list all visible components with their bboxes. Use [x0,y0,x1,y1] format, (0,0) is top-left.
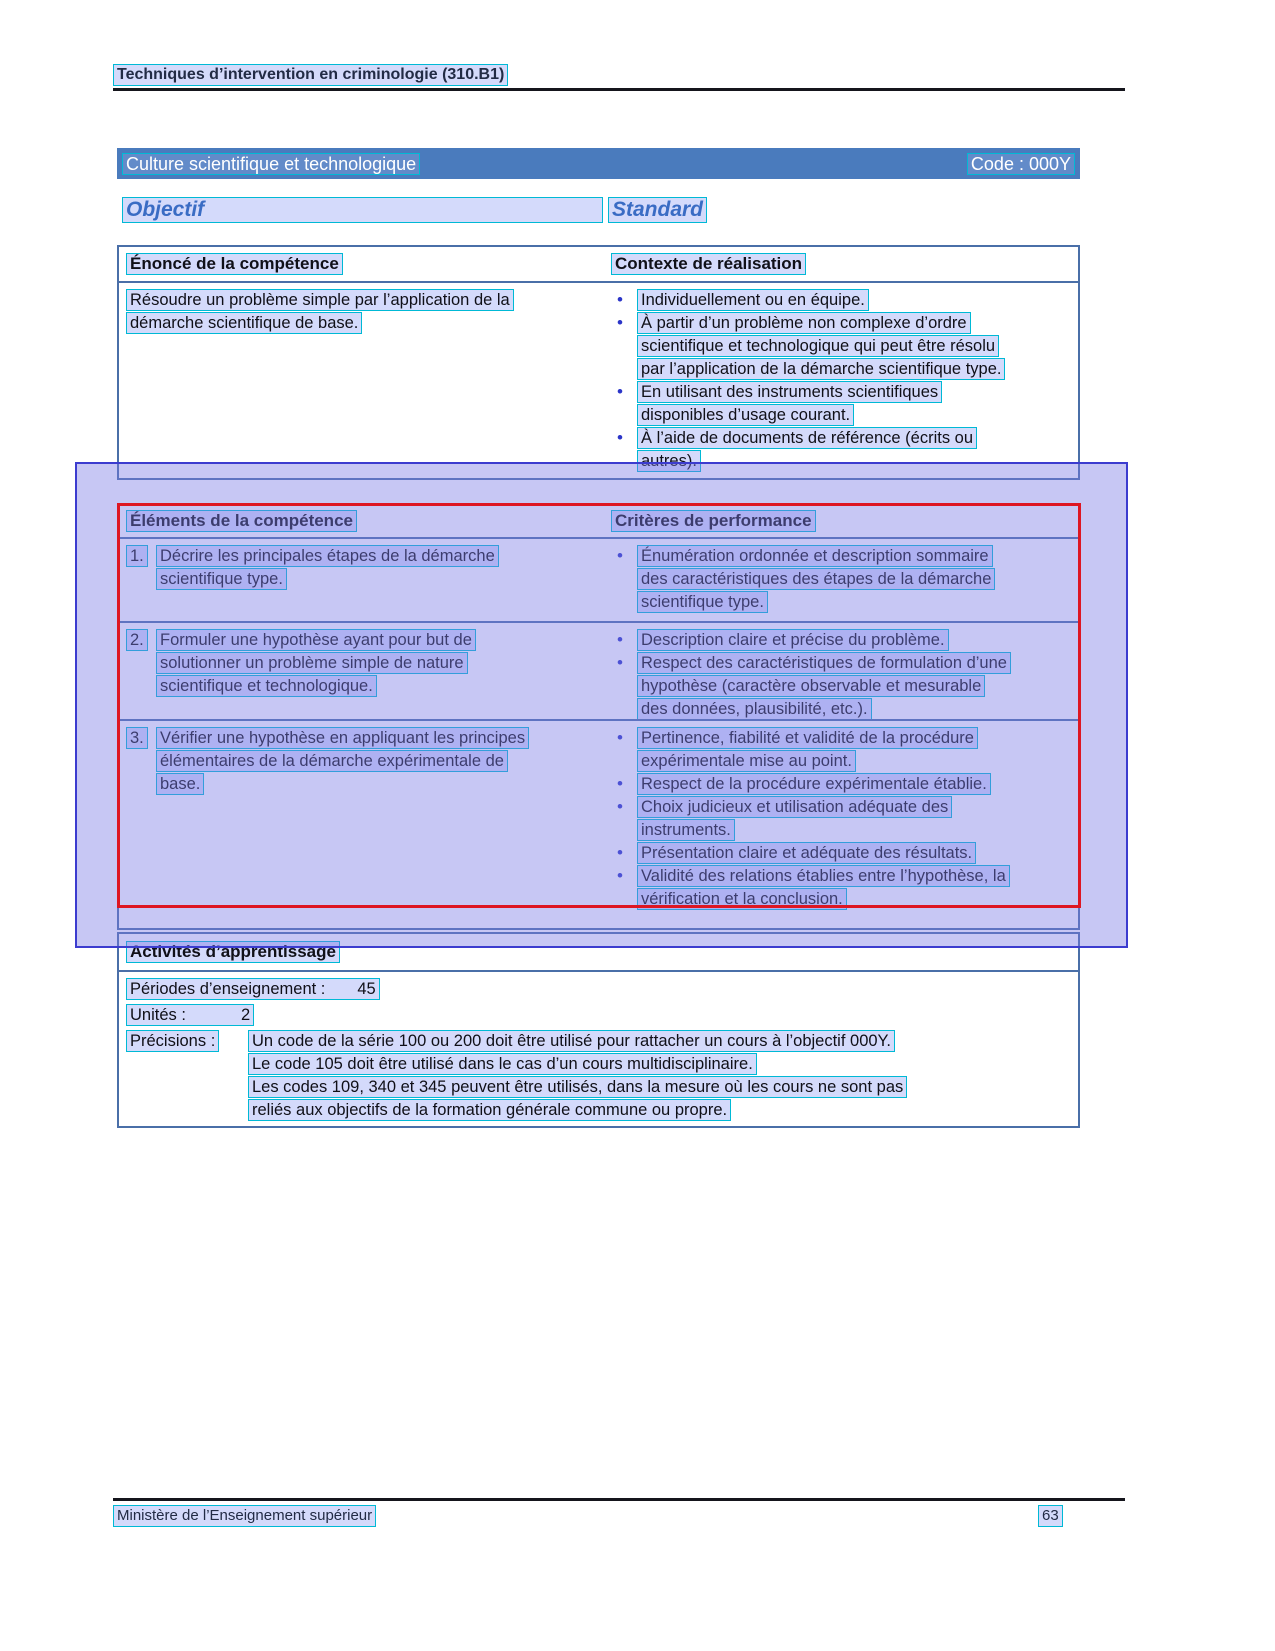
text-line: Respect des caractéristiques de formulation d’une [637,652,1011,674]
course-code: Code : 000Y [967,153,1075,175]
bullet-icon: • [617,866,623,885]
section-labels [117,197,1080,227]
bullet-item [611,727,1078,773]
activites-table-body [119,972,1078,1122]
bullet-icon: • [617,843,623,862]
text-line: Énumération ordonnée et description sommaire [637,545,993,567]
text-line: instruments. [637,819,735,841]
text-line: vérification et la conclusion. [637,888,847,910]
unites-label: Unités : [130,1006,186,1024]
footer [113,1505,376,1527]
item-number: 2. [126,629,148,651]
bullet-icon: • [617,313,623,332]
text-line: hypothèse (caractère observable et mesurable [637,675,985,697]
text-line: des données, plausibilité, etc.). [637,698,872,720]
title-bar [117,148,1080,179]
element-cell [119,727,611,928]
bullet-item [611,545,1078,614]
text-line: En utilisant des instruments scientifiques [637,381,942,403]
elements-table-header [119,505,1078,539]
text-line: des caractéristiques des étapes de la démarche [637,568,995,590]
unites-row [126,1004,1074,1030]
text-line: Description claire et précise du problème. [637,629,949,651]
bullet-icon: • [617,428,623,447]
activites-table-header [119,934,1078,972]
periodes-row [126,978,1074,1004]
element-row-3 [119,719,1078,928]
text-line: scientifique type. [156,568,287,590]
criteres-cell [611,727,1078,928]
running-header-text: Techniques d’intervention en criminologie (310.B1) [113,64,508,86]
text-line: Validité des relations établies entre l’hypothèse, la [637,865,1010,887]
header-rule [113,88,1125,91]
text-line: Individuellement ou en équipe. [637,289,869,311]
bullet-icon: • [617,546,623,565]
text-line: Présentation claire et adéquate des résultats. [637,842,976,864]
bullet-icon: • [617,728,623,747]
bullet-item [611,652,1078,721]
bullet-item [611,381,1078,427]
text-line: par l’application de la démarche scientifique type. [637,358,1005,380]
text-line: Formuler une hypothèse ayant pour but de [156,629,476,651]
text-line: scientifique et technologique. [156,675,377,697]
bullet-icon: • [617,290,623,309]
text-line: Un code de la série 100 ou 200 doit être utilisé pour rattacher un cours à l’objectif 000Y. [248,1030,895,1052]
label-standard: Standard [608,197,707,223]
col-header-criteres: Critères de performance [611,510,816,532]
activites-header: Activités d’apprentissage [126,941,340,963]
running-header [113,64,508,86]
bullet-item [611,842,1078,865]
col-header-enonce: Énoncé de la compétence [126,253,343,275]
text-line: scientifique type. [637,591,768,613]
text-line: scientifique et technologique qui peut être résolu [637,335,999,357]
text-line: élémentaires de la démarche expérimentale de [156,750,508,772]
footer-ministry: Ministère de l’Enseignement supérieur [113,1505,376,1527]
text-line: base. [156,773,204,795]
bullet-item [611,289,1078,312]
bullet-icon: • [617,653,623,672]
bullet-item [611,427,1078,473]
text-line: À partir d’un problème non complexe d’ordre [637,312,971,334]
competence-table [117,245,1080,480]
bullet-item [611,629,1078,652]
bullet-icon: • [617,382,623,401]
criteres-cell [611,629,1078,719]
text-line: Décrire les principales étapes de la démarche [156,545,499,567]
text-line: Les codes 109, 340 et 345 peuvent être utilisés, dans la mesure où les cours ne sont pas [248,1076,907,1098]
text-line: Choix judicieux et utilisation adéquate des [637,796,952,818]
element-cell [119,545,611,621]
periodes-line [126,978,380,1000]
col-header-contexte: Contexte de réalisation [611,253,806,275]
text-line: démarche scientifique de base. [126,312,362,334]
text-line: solutionner un problème simple de nature [156,652,468,674]
periodes-value: 45 [357,980,376,998]
item-number: 3. [126,727,148,749]
criteres-cell [611,545,1078,621]
unites-line [126,1004,254,1026]
precisions-label: Précisions : [126,1030,219,1052]
bullet-item [611,773,1078,796]
footer-page-number [1038,1505,1063,1527]
text-line: expérimentale mise au point. [637,750,856,772]
unites-value: 2 [240,1006,251,1024]
enonce-cell [119,289,611,473]
element-row-2 [119,621,1078,719]
text-line: Le code 105 doit être utilisé dans le cas d’un cours multidisciplinaire. [248,1053,757,1075]
text-line: À l’aide de documents de référence (écrits ou [637,427,977,449]
element-cell [119,629,611,719]
text-line: Vérifier une hypothèse en appliquant les principes [156,727,529,749]
item-number: 1. [126,545,148,567]
competence-table-header [119,247,1078,283]
text-line: Résoudre un problème simple par l’application de la [126,289,514,311]
label-objectif: Objectif [122,197,603,223]
bullet-icon: • [617,797,623,816]
periodes-label: Périodes d’enseignement : [130,980,326,998]
bullet-item [611,312,1078,381]
element-row-1 [119,539,1078,621]
text-line: disponibles d’usage courant. [637,404,854,426]
competence-table-body [119,283,1078,473]
text-line: autres). [637,450,701,472]
precisions-row [126,1030,1074,1122]
bullet-icon: • [617,774,623,793]
activites-table [117,932,1080,1128]
elements-table [117,503,1080,930]
bullet-icon: • [617,630,623,649]
text-line: Pertinence, fiabilité et validité de la procédure [637,727,978,749]
contexte-cell [611,289,1078,473]
text-line: Respect de la procédure expérimentale établie. [637,773,991,795]
page-number: 63 [1038,1505,1063,1527]
bullet-item [611,796,1078,842]
col-header-elements: Éléments de la compétence [126,510,357,532]
footer-rule [113,1498,1125,1501]
text-line: reliés aux objectifs de la formation générale commune ou propre. [248,1099,731,1121]
course-title: Culture scientifique et technologique [122,153,420,175]
bullet-item [611,865,1078,911]
